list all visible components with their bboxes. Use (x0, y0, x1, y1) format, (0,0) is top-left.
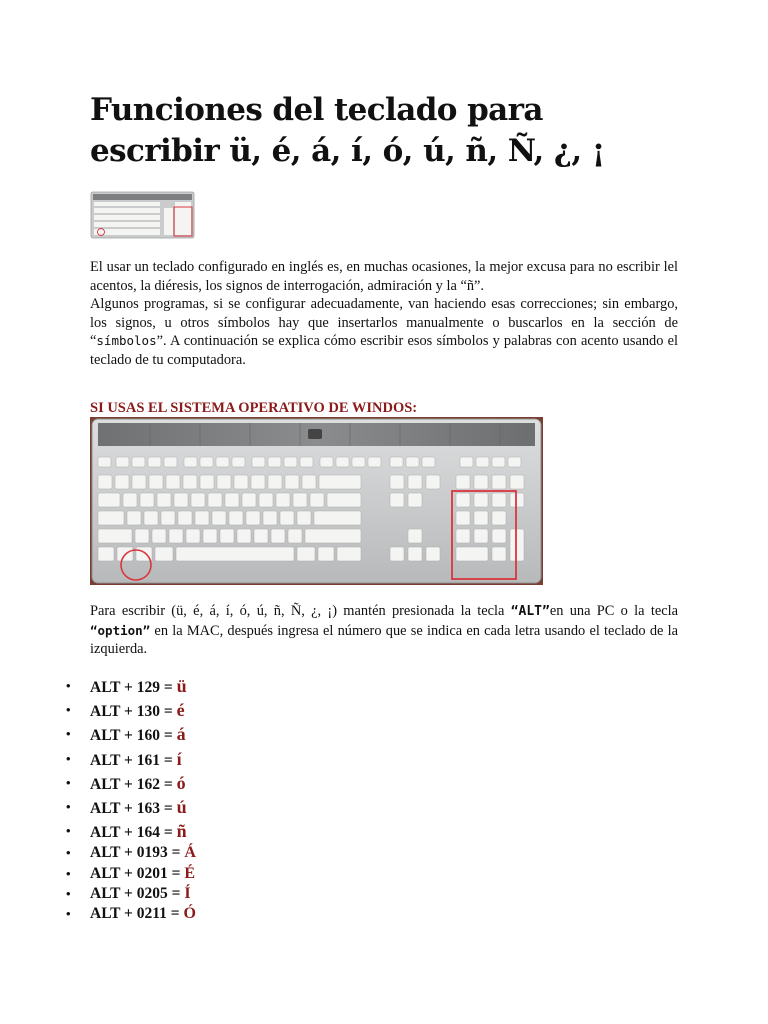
result-char: ú (176, 796, 187, 817)
alt-code: ALT + 161 = (90, 751, 177, 769)
list-item (66, 884, 366, 904)
bullet-icon: • (66, 774, 71, 790)
alt-key-term: “ALT” (510, 604, 550, 619)
bullet-icon: • (66, 702, 71, 718)
instructions-part-c: en la MAC, después ingresa el número que se indica en cada letra usando el teclado de la izquierda. (90, 622, 678, 657)
result-char: É (184, 864, 196, 882)
list-item (66, 904, 366, 924)
alt-code: ALT + 130 = (90, 703, 177, 721)
symbols-term: símbolos (96, 333, 157, 348)
alt-code-list (66, 674, 366, 924)
list-item (66, 864, 366, 884)
bullet-icon: • (66, 750, 71, 766)
alt-code: ALT + 0211 = (90, 904, 184, 922)
list-item (66, 674, 366, 698)
instructions-text (90, 602, 678, 659)
result-char: ü (176, 676, 187, 696)
document-page (66, 90, 680, 922)
bullet-icon: • (66, 726, 71, 742)
bullet-icon: • (66, 905, 71, 921)
bullet-icon: • (66, 885, 71, 901)
result-char: ñ (176, 821, 187, 842)
alt-code: ALT + 0201 = (90, 864, 185, 882)
keyboard-thumbnail-image (90, 190, 195, 240)
result-char: í (176, 748, 182, 769)
page-title: Funciones del teclado para escribir ü, é, á, í, ó, ú, ñ, Ñ, ¿, ¡ (90, 92, 605, 169)
bullet-icon: • (66, 678, 71, 693)
result-char: Í (184, 884, 191, 902)
alt-code: ALT + 164 = (90, 824, 177, 842)
instructions-part-b: en una PC o la tecla (549, 603, 678, 619)
result-char: Ó (183, 904, 196, 922)
list-item (66, 747, 366, 771)
bullet-icon: • (66, 823, 71, 839)
bullet-icon: • (66, 865, 71, 881)
list-item (66, 795, 366, 819)
list-item (66, 771, 366, 795)
result-char: é (176, 700, 185, 721)
result-char: Á (184, 844, 196, 862)
alt-code: ALT + 0205 = (90, 884, 185, 902)
list-item (66, 819, 366, 843)
alt-code: ALT + 0193 = (90, 844, 185, 862)
list-item (66, 843, 366, 863)
alt-code: ALT + 163 = (90, 799, 177, 817)
intro-paragraph-2 (90, 295, 678, 369)
keyboard-photo-image (90, 417, 543, 585)
alt-code: ALT + 160 = (90, 727, 177, 745)
intro-text (90, 258, 678, 369)
result-char: ó (176, 772, 186, 793)
section-heading-windows: SI USAS EL SISTEMA OPERATIVO DE WINDOS: (90, 400, 418, 416)
intro-p2-part-a: Algunos programas, si se configurar adecuadamente, van haciendo esas correcciones; sin embargo, los signos, u otros símbolos hay que insertarlos manualmente o buscarlos en la sección de “ (90, 296, 678, 349)
bullet-icon: • (66, 845, 71, 861)
intro-paragraph-1: El usar un teclado configurado en inglés es, en muchas ocasiones, la mejor excusa para no escribir lel acentos, la diéresis, los signos de interrogación, admiración y la “ñ”. (90, 259, 678, 294)
list-item (66, 722, 366, 746)
alt-code: ALT + 129 = (90, 679, 177, 696)
intro-p2-part-b: ”. A continuación se explica cómo escribir esos símbolos y palabras con acento usando el teclado de tu computadora. (90, 333, 678, 368)
option-key-term: “option” (90, 622, 151, 638)
list-item (66, 698, 366, 722)
instructions-part-a: Para escribir (ü, é, á, í, ó, ú, ñ, Ñ, ¿, ¡) mantén presionada la tecla (90, 603, 511, 619)
result-char: á (176, 724, 186, 745)
bullet-icon: • (66, 798, 71, 814)
alt-code: ALT + 162 = (90, 775, 177, 793)
